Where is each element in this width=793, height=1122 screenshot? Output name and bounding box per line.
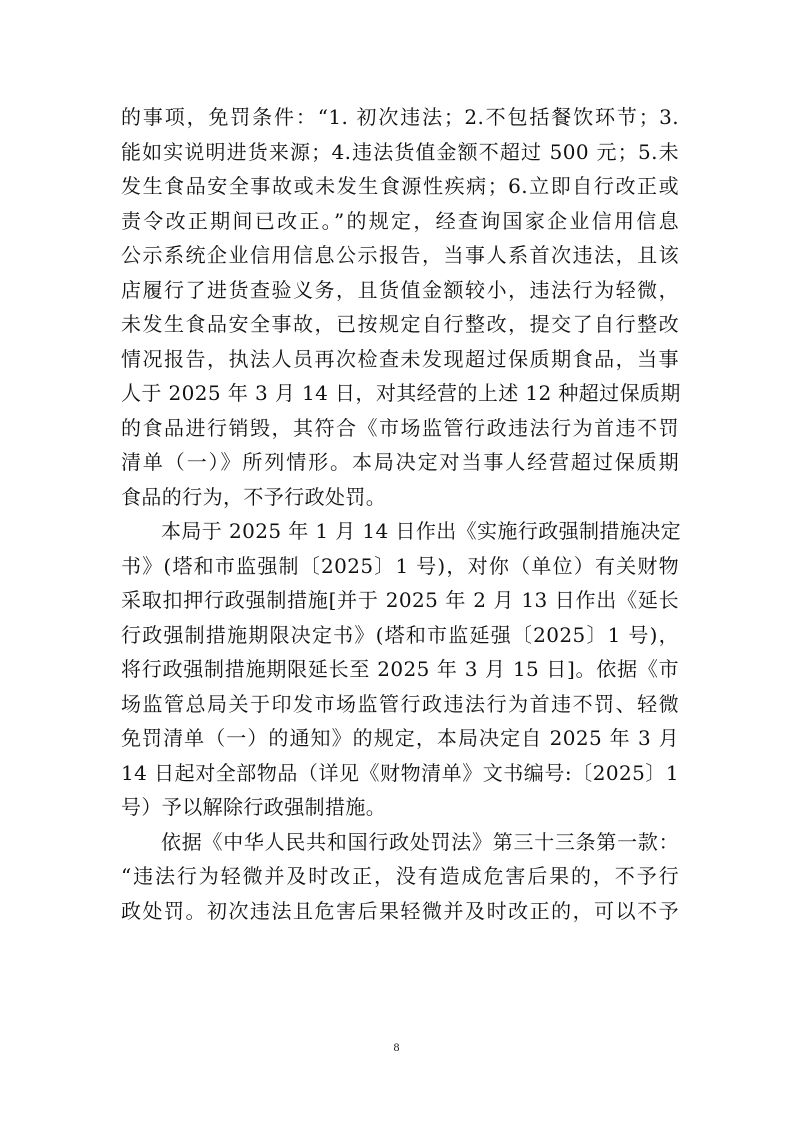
text-line: 清单（一）》所列情形。本局决定对当事人经营超过保质期 <box>121 450 679 474</box>
text-line: 免罚清单（一）的通知》的规定，本局决定自 2025 年 3 月 <box>121 726 679 750</box>
text-line: 本局于 2025 年 1 月 14 日作出《实施行政强制措施决定 <box>161 519 682 543</box>
text-line: 人于 2025 年 3 月 14 日，对其经营的上述 12 种超过保质期 <box>121 381 681 405</box>
text-line: 未发生食品安全事故，已按规定自行整改，提交了自行整改 <box>121 312 679 336</box>
text-line: 发生食品安全事故或未发生食源性疾病；6.立即自行改正或 <box>121 174 679 198</box>
text-line: 行政强制措施期限决定书》(塔和市监延强〔2025〕1 号)， <box>121 622 679 647</box>
paragraph-3 <box>121 825 679 929</box>
text-line: “违法行为轻微并及时改正，没有造成危害后果的，不予行 <box>121 864 679 888</box>
text-line: 书》(塔和市监强制〔2025〕1 号)，对你（单位）有关财物 <box>121 553 679 578</box>
text-line: 场监管总局关于印发市场监管行政违法行为首违不罚、轻微 <box>121 691 679 716</box>
text-line: 的食品进行销毁，其符合《市场监管行政违法行为首违不罚 <box>121 415 679 440</box>
text-line: 食品的行为，不予行政处罚。 <box>121 484 387 509</box>
text-line: 依据《中华人民共和国行政处罚法》第三十三条第一款： <box>161 829 679 854</box>
text-line: 责令改正期间已改正。”的规定，经查询国家企业信用信息 <box>121 208 679 233</box>
paragraph-1 <box>121 100 679 514</box>
text-line: 14 日起对全部物品（详见《财物清单》文书编号:〔2025〕1 <box>121 760 679 785</box>
page-number: 8 <box>393 1040 400 1054</box>
text-line: 将行政强制措施期限延长至 2025 年 3 月 15 日]。依据《市 <box>121 657 679 681</box>
text-line: 情况报告，执法人员再次检查未发现超过保质期食品，当事 <box>121 346 679 371</box>
text-line: 采取扣押行政强制措施[并于 2025 年 2 月 13 日作出《延长 <box>121 588 679 612</box>
text-line: 政处罚。初次违法且危害后果轻微并及时改正的，可以不予 <box>121 898 679 923</box>
text-line: 能如实说明进货来源；4.违法货值金额不超过 500 元；5.未 <box>121 139 679 164</box>
document-body <box>121 100 682 928</box>
text-line: 公示系统企业信用信息公示报告，当事人系首次违法，且该 <box>121 243 679 267</box>
text-line: 号）予以解除行政强制措施。 <box>121 795 387 819</box>
text-line: 店履行了进货查验义务，且货值金额较小，违法行为轻微， <box>121 277 679 302</box>
paragraph-2 <box>121 514 682 825</box>
text-line: 的事项，免罚条件：“1. 初次违法；2.不包括餐饮环节；3. <box>121 105 679 129</box>
